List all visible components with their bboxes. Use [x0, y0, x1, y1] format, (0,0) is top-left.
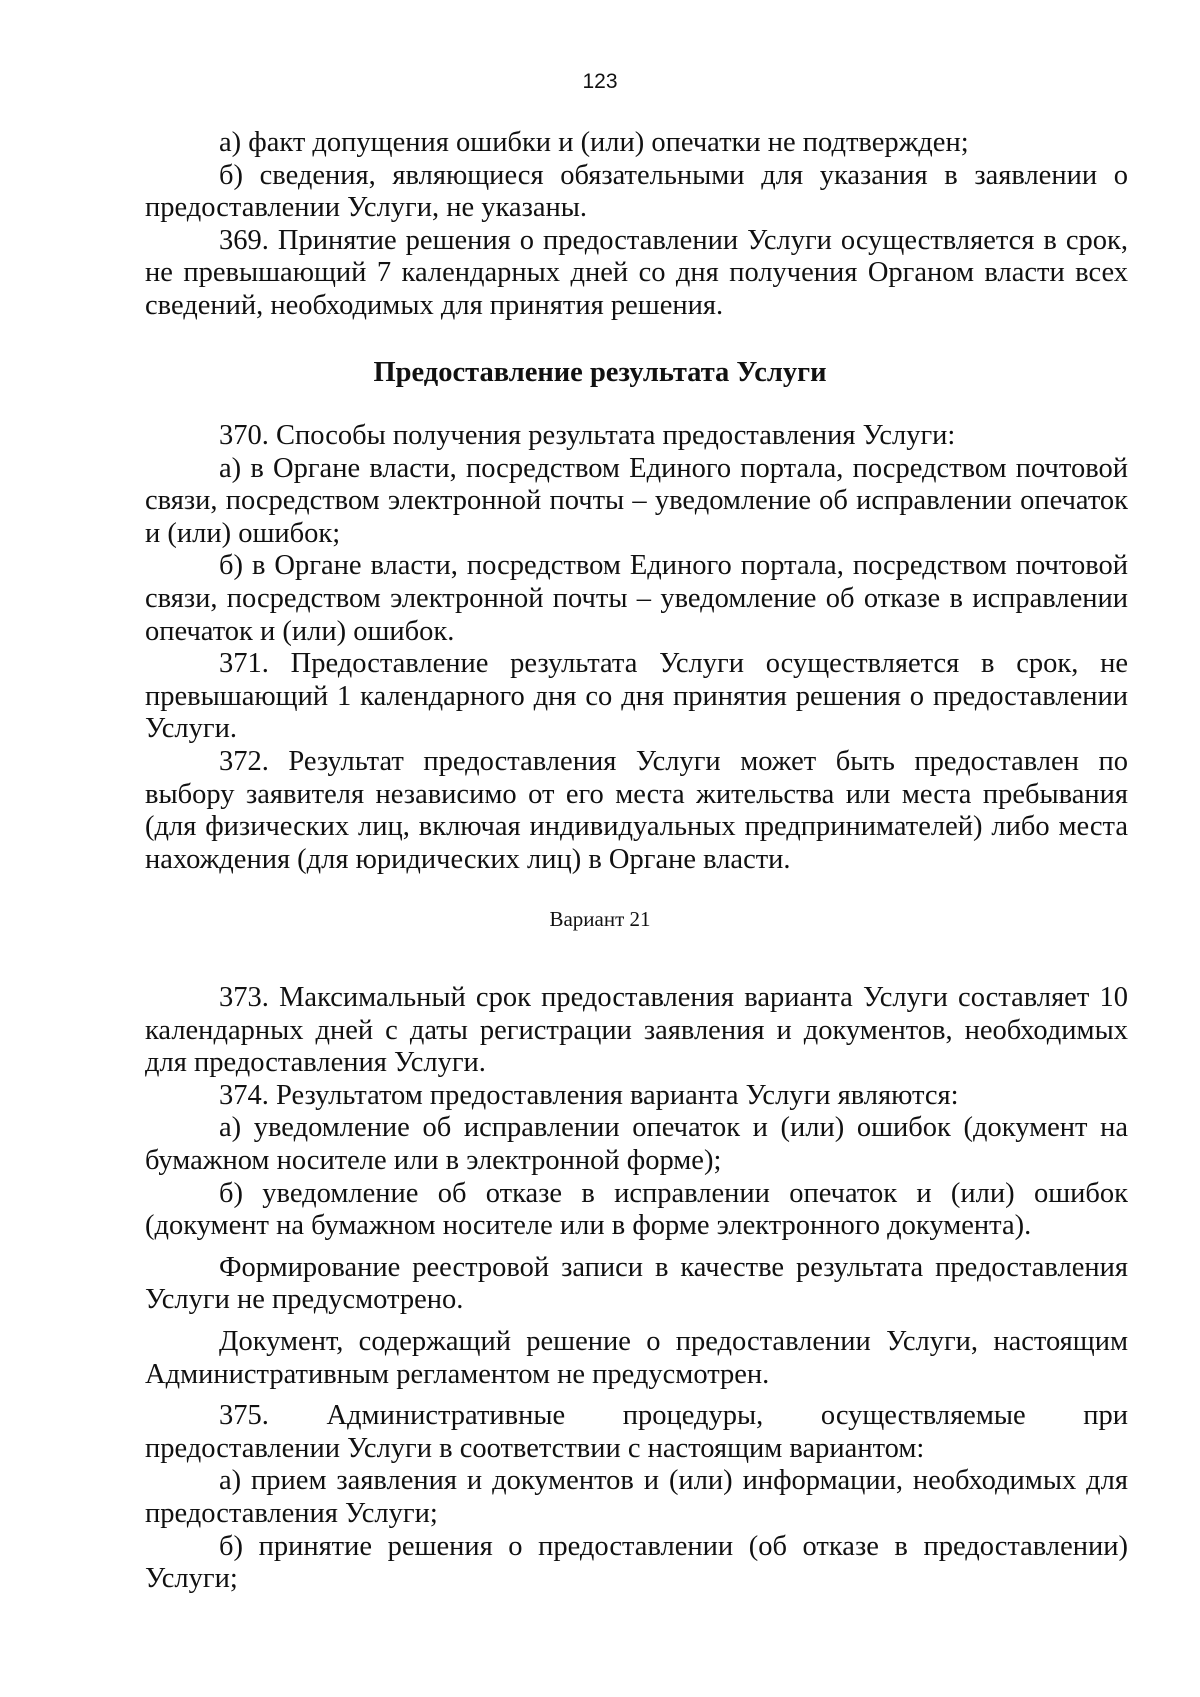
- section-heading: Предоставление результата Услуги: [373, 357, 827, 388]
- paragraph: а) в Органе власти, посредством Единого портала, посредством почтовой связи, посредством электронной почты – уведомление об исправлении опечаток и (или) ошибок;: [145, 452, 1128, 549]
- text-block-1: [145, 127, 1128, 323]
- paragraph: б) в Органе власти, посредством Единого портала, посредством почтовой связи, посредством электронной почты – уведомление об отказе в исправлении опечаток и (или) ошибок.: [145, 550, 1128, 647]
- paragraph: Документ, содержащий решение о предоставлении Услуги, настоящим Административным регламентом не предусмотрен.: [145, 1325, 1128, 1390]
- paragraph: 374. Результатом предоставления варианта Услуги являются:: [219, 1079, 959, 1111]
- text-block-2: [145, 420, 1128, 876]
- variant-title: Вариант 21: [549, 907, 651, 931]
- paragraph: а) прием заявления и документов и (или) информации, необходимых для предоставления Услуги;: [145, 1465, 1128, 1529]
- paragraph: 370. Способы получения результата предоставления Услуги:: [219, 420, 956, 451]
- paragraph: 369. Принятие решения о предоставлении Услуги осуществляется в срок, не превышающий 7 календарных дней со дня получения Органом власти всех сведений, необходимых для принятия решения.: [145, 224, 1128, 321]
- text-block-3: [145, 982, 1128, 1596]
- paragraph: а) уведомление об исправлении опечаток и (или) ошибок (документ на бумажном носителе или в электронной форме);: [145, 1112, 1128, 1176]
- page-number: 123: [582, 70, 618, 93]
- paragraph: б) сведения, являющиеся обязательными для указания в заявлении о предоставлении Услуги, не указаны.: [145, 159, 1128, 224]
- paragraph: 372. Результат предоставления Услуги может быть предоставлен по выбору заявителя независимо от его места жительства или места пребывания (для физических лиц, включая индивидуальных предпринимателей) либо места нахождения (для юридических лиц) в Органе власти.: [145, 745, 1128, 875]
- paragraph: б) принятие решения о предоставлении (об отказе в предоставлении) Услуги;: [145, 1530, 1128, 1595]
- paragraph: 375. Административные процедуры, осуществляемые при предоставлении Услуги в соответствии с настоящим вариантом:: [145, 1400, 1128, 1464]
- paragraph: б) уведомление об отказе в исправлении опечаток и (или) ошибок (документ на бумажном носителе или в форме электронного документа).: [145, 1177, 1128, 1242]
- paragraph: 371. Предоставление результата Услуги осуществляется в срок, не превышающий 1 календарного дня со дня принятия решения о предоставлении Услуги.: [145, 648, 1128, 745]
- paragraph: 373. Максимальный срок предоставления варианта Услуги составляет 10 календарных дней с даты регистрации заявления и документов, необходимых для предоставления Услуги.: [145, 982, 1128, 1079]
- paragraph: а) факт допущения ошибки и (или) опечатки не подтвержден;: [219, 127, 969, 158]
- paragraph: Формирование реестровой записи в качестве результата предоставления Услуги не предусмотрено.: [145, 1251, 1128, 1316]
